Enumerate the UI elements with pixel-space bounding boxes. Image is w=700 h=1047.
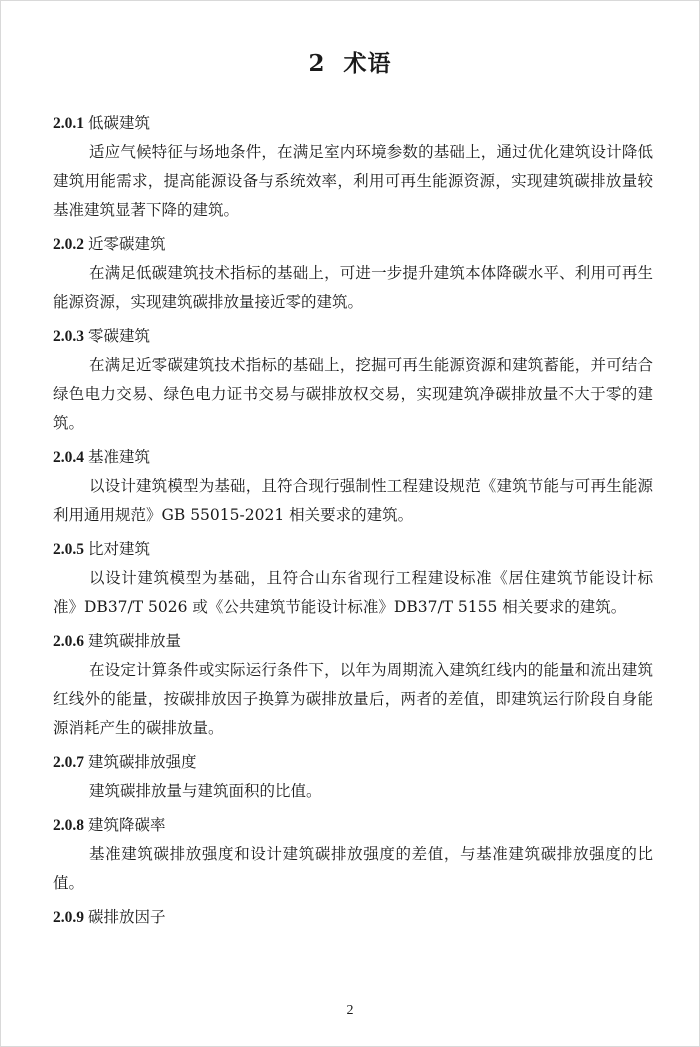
term-heading [53,626,653,656]
chapter-number: 2 [308,50,326,77]
term-number: 2.0.7 [53,754,84,771]
term-name: 基准建筑 [88,448,151,466]
terms-section [53,108,653,932]
term-definition: 建筑碳排放量与建筑面积的比值。 [89,782,322,800]
term-name: 碳排放因子 [88,908,166,926]
term-item [53,229,653,317]
chapter-title-text: 术语 [343,50,392,77]
term-heading [53,108,653,138]
term-definition: 以设计建筑模型为基础，且符合山东省现行工程建设标准《居住建筑节能设计标准》DB37/T 5026 或《公共建筑节能设计标准》DB37/T 5155 相关要求的建筑。 [53,569,653,616]
term-number: 2.0.3 [53,328,84,345]
term-item [53,747,653,806]
term-heading [53,810,653,840]
term-name: 近零碳建筑 [88,235,166,253]
term-name: 建筑碳排放强度 [88,753,197,771]
term-number: 2.0.1 [53,115,84,132]
term-number: 2.0.4 [53,449,84,466]
term-name: 建筑降碳率 [88,816,166,834]
term-item [53,626,653,743]
term-heading [53,902,653,932]
term-item [53,321,653,438]
term-definition: 在满足近零碳建筑技术指标的基础上，挖掘可再生能源资源和建筑蓄能，并可结合绿色电力交易、绿色电力证书交易与碳排放权交易，实现建筑净碳排放量不大于零的建筑。 [53,356,653,432]
term-definition: 在满足低碳建筑技术指标的基础上，可进一步提升建筑本体降碳水平、利用可再生能源资源，实现建筑碳排放量接近零的建筑。 [53,264,653,311]
term-item [53,108,653,225]
term-heading [53,321,653,351]
term-name: 建筑碳排放量 [88,632,182,650]
term-item [53,442,653,530]
page-number: 2 [346,1003,354,1018]
term-number: 2.0.2 [53,236,84,253]
term-definition: 基准建筑碳排放强度和设计建筑碳排放强度的差值，与基准建筑碳排放强度的比值。 [53,845,653,892]
term-item [53,534,653,622]
term-heading [53,534,653,564]
term-heading [53,747,653,777]
term-number: 2.0.5 [53,541,84,558]
term-definition: 在设定计算条件或实际运行条件下，以年为周期流入建筑红线内的能量和流出建筑红线外的能量，按碳排放因子换算为碳排放量后，两者的差值，即建筑运行阶段自身能源消耗产生的碳排放量。 [53,661,653,737]
term-name: 低碳建筑 [88,114,151,132]
term-definition: 以设计建筑模型为基础，且符合现行强制性工程建设规范《建筑节能与可再生能源利用通用规范》GB 55015-2021 相关要求的建筑。 [53,477,653,524]
chapter-title [1,45,699,78]
term-heading [53,229,653,259]
term-number: 2.0.9 [53,909,84,926]
term-number: 2.0.8 [53,817,84,834]
term-item [53,902,653,932]
term-item [53,810,653,898]
term-definition: 适应气候特征与场地条件，在满足室内环境参数的基础上，通过优化建筑设计降低建筑用能需求，提高能源设备与系统效率，利用可再生能源资源，实现建筑碳排放量较基准建筑显著下降的建筑。 [53,143,653,219]
term-heading [53,442,653,472]
term-number: 2.0.6 [53,633,84,650]
term-name: 零碳建筑 [88,327,151,345]
term-name: 比对建筑 [88,540,151,558]
